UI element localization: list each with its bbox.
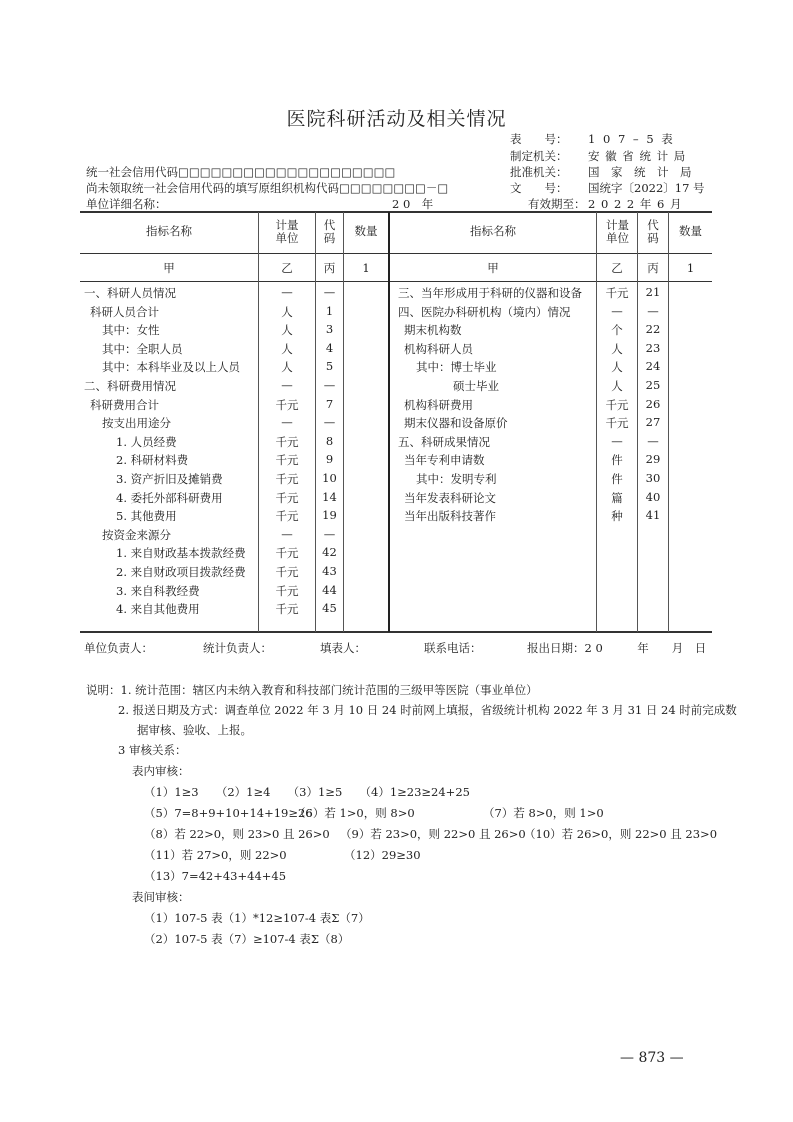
- quantity-input[interactable]: [345, 359, 387, 375]
- row-name: 1. 来自财政基本拨款经费: [116, 546, 246, 561]
- credit-code-field: 统一社会信用代码□□□□□□□□□□□□□□□□□□□□: [86, 165, 396, 179]
- row-unit: 人: [611, 360, 623, 375]
- table-top-rule: [80, 211, 712, 213]
- row-unit: —: [611, 303, 623, 318]
- footer-leader: 单位负责人：: [84, 641, 153, 655]
- row-unit: —: [611, 433, 623, 448]
- header-name-right: 指标名称: [470, 224, 516, 238]
- header-qty-right: 数量: [679, 224, 702, 238]
- header-rule: [80, 253, 712, 254]
- row-code: 23: [645, 340, 661, 355]
- note-r2c: （7）若 8>0，则 1>0: [483, 806, 604, 820]
- row-code: 40: [645, 489, 661, 504]
- row-unit: 千元: [605, 416, 629, 431]
- note-1: 说明：1. 统计范围：辖区内未纳入教育和科技部门统计范围的三级甲等医院（事业单位）: [86, 683, 538, 697]
- row-name: 一、科研人员情况: [84, 286, 176, 300]
- row-name: 3. 来自科教经费: [116, 583, 200, 598]
- approver-value: 国 家 统 计 局: [588, 165, 692, 179]
- note-r3c: （10）若 26>0，则 22>0 且 23>0: [524, 827, 718, 841]
- note-r2a: （5）7=8+9+10+14+19≥26: [144, 806, 313, 820]
- note-2b: 据审核、验收、上报。: [137, 723, 252, 737]
- valid-label: 有效期至：: [528, 197, 586, 211]
- valid-value: 2 0 2 2 年 6 月: [588, 197, 683, 211]
- row-code: 9: [325, 452, 334, 467]
- row-code: —: [323, 415, 336, 430]
- quantity-input[interactable]: [345, 508, 387, 524]
- row-code: 25: [645, 378, 661, 392]
- footer-phone: 联系电话：: [424, 641, 482, 655]
- row-code: 41: [645, 508, 661, 523]
- doc-no-label: 文 号：: [510, 181, 568, 195]
- row-name: 期末机构数: [404, 323, 462, 338]
- quantity-input[interactable]: [670, 452, 711, 468]
- row-name: 当年发表科研论文: [404, 490, 496, 505]
- note-r3b: （9）若 23>0，则 22>0 且 26>0: [340, 827, 526, 841]
- row-code: 45: [322, 601, 337, 616]
- quantity-input[interactable]: [345, 601, 387, 617]
- row-code: 22: [645, 322, 661, 337]
- form-no-label: 表 号：: [510, 132, 568, 146]
- row-unit: —: [281, 415, 293, 430]
- row-code: 5: [325, 359, 334, 374]
- note-b1: （1）107-5 表（1）*12≥107-4 表Σ（7）: [144, 911, 370, 925]
- row-unit: 人: [611, 341, 623, 356]
- note-r1: （1）1≥3 （2）1≥4 （3）1≥5 （4）1≥23≥24+25: [144, 785, 470, 799]
- row-code: —: [647, 433, 659, 448]
- row-code: 30: [645, 471, 661, 485]
- row-name: 按资金来源分: [102, 527, 171, 542]
- subheader-jia-right: 甲: [487, 261, 499, 275]
- row-unit: 人: [281, 304, 293, 319]
- quantity-input[interactable]: [670, 508, 711, 524]
- row-code: 29: [645, 452, 661, 467]
- header-unit-right: [598, 219, 637, 245]
- quantity-input[interactable]: [345, 285, 387, 301]
- row-unit: 人: [281, 360, 293, 375]
- quantity-input[interactable]: [345, 397, 387, 413]
- page-number: — 873 —: [620, 1050, 684, 1066]
- center-divider: [388, 212, 390, 632]
- row-unit: 千元: [275, 472, 299, 486]
- row-code: 14: [322, 489, 337, 504]
- header-qty: 数量: [354, 224, 378, 238]
- note-between-title: 表间审核：: [132, 890, 190, 904]
- row-unit: 人: [611, 379, 623, 393]
- note-r3a: （8）若 22>0，则 23>0 且 26>0: [144, 827, 330, 841]
- page-title: 医院科研活动及相关情况: [286, 108, 507, 130]
- row-name: 期末仪器和设备原价: [404, 416, 508, 431]
- row-unit: 千元: [275, 434, 299, 449]
- row-name: 硕士毕业: [453, 379, 499, 393]
- approver-label: 批准机关：: [510, 165, 568, 179]
- row-unit: 篇: [611, 490, 623, 505]
- table-bottom-rule: [80, 631, 712, 633]
- row-unit: —: [281, 378, 293, 392]
- row-code: 10: [322, 471, 337, 485]
- row-name: 科研费用合计: [90, 397, 159, 412]
- maker-label: 制定机关：: [510, 149, 568, 163]
- quantity-input[interactable]: [670, 341, 711, 357]
- row-name: 其中：女性: [102, 323, 160, 338]
- row-code: 3: [325, 322, 334, 337]
- col-divider: [343, 212, 344, 632]
- note-2a: 2. 报送日期及方式：调查单位 2022 年 3 月 10 日 24 时前网上填报，省级统计机构 2022 年 3 月 31 日 24 时前完成数: [118, 703, 737, 717]
- header-name: 指标名称: [146, 224, 192, 238]
- row-unit: 千元: [275, 546, 299, 561]
- row-unit: 千元: [275, 397, 299, 412]
- row-unit: 千元: [275, 583, 299, 598]
- quantity-input[interactable]: [345, 378, 387, 394]
- subheader-one-right: 1: [686, 261, 695, 275]
- form-no-value: 1 0 7 – 5 表: [588, 132, 675, 146]
- row-unit: 种: [611, 509, 623, 524]
- row-code: —: [647, 303, 659, 318]
- row-unit: 千元: [275, 602, 299, 617]
- quantity-input[interactable]: [345, 583, 387, 599]
- note-3: 3 审核关系：: [118, 743, 187, 757]
- report-year: 2 0 年: [392, 197, 434, 211]
- row-name: 四、医院办科研机构（境内）情况: [398, 304, 571, 319]
- row-unit: 个: [611, 323, 623, 338]
- row-name: 其中：博士毕业: [416, 360, 497, 375]
- row-name: 5. 其他费用: [116, 509, 177, 524]
- quantity-input[interactable]: [670, 434, 711, 450]
- header-unit-right-text: 计量单位: [606, 218, 629, 245]
- row-unit: 千元: [275, 490, 299, 505]
- row-name: 2. 来自财政项目拨款经费: [116, 565, 246, 579]
- quantity-input[interactable]: [345, 434, 387, 450]
- row-name: 机构科研费用: [404, 397, 473, 412]
- header-code-right-text: 代码: [647, 218, 659, 245]
- subheader-yi-right: 乙: [611, 261, 623, 275]
- row-unit: 千元: [605, 286, 629, 300]
- row-code: 4: [325, 340, 334, 355]
- quantity-input[interactable]: [670, 359, 711, 375]
- row-unit: 千元: [605, 397, 629, 412]
- row-code: 42: [322, 545, 337, 560]
- row-name: 其中：发明专利: [416, 472, 497, 486]
- quantity-input[interactable]: [670, 304, 711, 320]
- note-r5: （13）7=42+43+44+45: [144, 869, 287, 883]
- col-divider: [668, 212, 669, 632]
- row-code: 21: [645, 285, 661, 299]
- row-unit: —: [281, 285, 293, 299]
- row-code: 26: [645, 396, 661, 411]
- quantity-input[interactable]: [345, 304, 387, 320]
- header-code-text: 代码: [323, 218, 336, 245]
- row-unit: 人: [281, 323, 293, 338]
- quantity-input[interactable]: [670, 490, 711, 506]
- row-code: —: [323, 378, 336, 392]
- quantity-input[interactable]: [345, 490, 387, 506]
- footer-date: 报出日期：2 0 年 月 日: [527, 641, 707, 655]
- row-unit: 件: [611, 453, 623, 468]
- quantity-input[interactable]: [345, 471, 387, 487]
- header-code: [316, 219, 343, 245]
- footer-filler: 填表人：: [320, 641, 366, 655]
- quantity-input[interactable]: [345, 452, 387, 468]
- row-name: 1. 人员经费: [116, 434, 177, 449]
- subheader-jia: 甲: [163, 261, 175, 275]
- row-code: —: [323, 526, 336, 541]
- quantity-input[interactable]: [670, 285, 711, 301]
- subheader-bing-right: 丙: [647, 261, 659, 275]
- quantity-input[interactable]: [670, 322, 711, 338]
- maker-value: 安 徽 省 统 计 局: [588, 149, 687, 163]
- row-name: 3. 资产折旧及摊销费: [116, 472, 223, 486]
- subheader-rule: [80, 281, 712, 282]
- row-name: 按支出用途分: [102, 416, 171, 431]
- row-code: 8: [325, 433, 334, 448]
- row-name: 其中：全职人员: [102, 341, 183, 356]
- row-unit: 千元: [275, 565, 299, 579]
- row-name: 2. 科研材料费: [116, 453, 189, 468]
- row-name: 4. 委托外部科研费用: [116, 490, 223, 505]
- subheader-one: 1: [362, 261, 370, 275]
- quantity-input[interactable]: [345, 341, 387, 357]
- header-unit-text: 计量单位: [275, 218, 299, 245]
- row-name: 五、科研成果情况: [398, 434, 490, 449]
- row-code: —: [323, 285, 336, 299]
- row-name: 科研人员合计: [90, 304, 159, 319]
- row-unit: 千元: [275, 453, 299, 468]
- row-code: 27: [645, 415, 661, 430]
- row-code: 7: [325, 396, 334, 411]
- row-unit: 人: [281, 341, 293, 356]
- quantity-input[interactable]: [345, 527, 387, 543]
- row-name: 其中：本科毕业及以上人员: [102, 360, 240, 375]
- quantity-input[interactable]: [345, 545, 387, 561]
- quantity-input[interactable]: [670, 378, 711, 394]
- row-name: 二、科研费用情况: [84, 379, 176, 393]
- note-inner-title: 表内审核：: [132, 764, 190, 778]
- quantity-input[interactable]: [345, 415, 387, 431]
- row-unit: 千元: [275, 509, 299, 524]
- row-name: 4. 来自其他费用: [116, 602, 200, 617]
- row-name: 机构科研人员: [404, 341, 473, 356]
- row-unit: 件: [611, 472, 623, 486]
- quantity-input[interactable]: [670, 415, 711, 431]
- row-code: 43: [322, 564, 337, 578]
- note-r2b: （6）若 1>0，则 8>0: [294, 806, 415, 820]
- row-unit: —: [281, 526, 293, 541]
- row-code: 1: [325, 303, 334, 318]
- row-code: 44: [322, 582, 337, 597]
- row-name: 三、当年形成用于科研的仪器和设备: [398, 286, 582, 300]
- unit-name-label: 单位详细名称：: [86, 197, 167, 211]
- row-name: 当年专利申请数: [404, 453, 485, 468]
- note-r4a: （11）若 27>0，则 22>0: [144, 848, 287, 862]
- note-r4b: （12）29≥30: [344, 848, 421, 862]
- header-unit: [262, 219, 312, 245]
- row-code: 19: [322, 508, 337, 523]
- org-code-field: 尚未领取统一社会信用代码的填写原组织机构代码□□□□□□□□－□: [86, 181, 449, 195]
- footer-stat-leader: 统计负责人：: [203, 641, 272, 655]
- quantity-input[interactable]: [670, 471, 711, 487]
- doc-no-value: 国统字〔2022〕17 号: [588, 181, 705, 195]
- subheader-bing: 丙: [323, 261, 336, 275]
- row-name: 当年出版科技著作: [404, 509, 496, 524]
- header-code-right: [638, 219, 668, 245]
- quantity-input[interactable]: [345, 322, 387, 338]
- quantity-input[interactable]: [670, 397, 711, 413]
- quantity-input[interactable]: [345, 564, 387, 580]
- note-b2: （2）107-5 表（7）≥107-4 表Σ（8）: [144, 932, 350, 946]
- row-code: 24: [645, 359, 661, 374]
- subheader-yi: 乙: [281, 261, 293, 275]
